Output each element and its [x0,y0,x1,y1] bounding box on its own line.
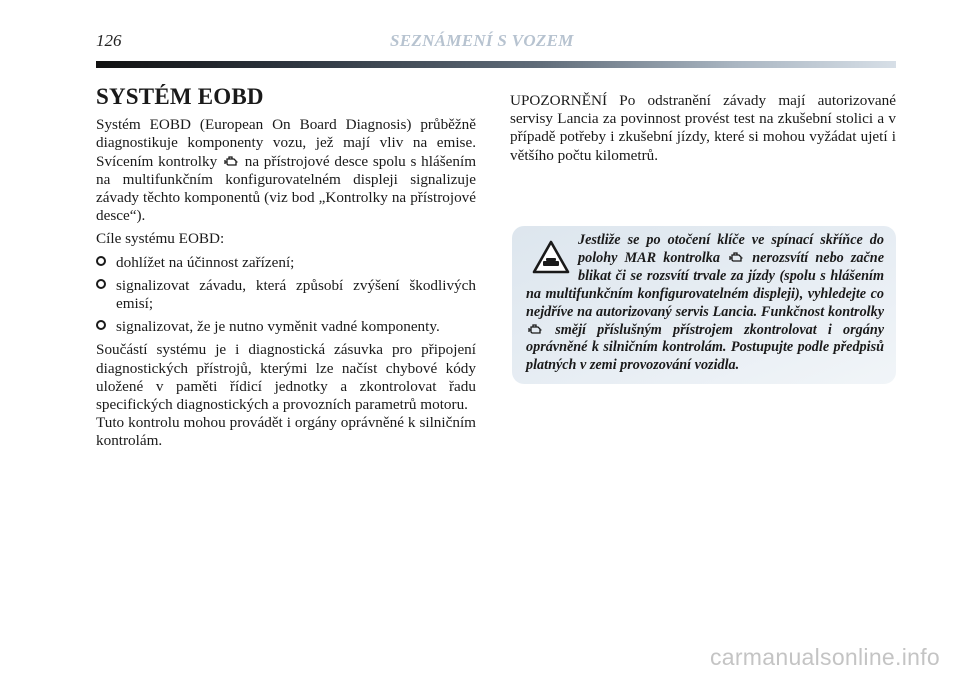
warning-text [526,232,884,375]
engine-check-icon [729,252,743,263]
list-item [96,254,476,272]
warning-triangle-icon [532,240,570,274]
goals-label: Cíle systému EOBD: [96,230,225,248]
section-heading: SYSTÉM EOBD [96,84,264,109]
engine-check-icon [224,156,238,167]
page-number: 126 [96,31,122,50]
watermark: carmanualsonline.info [709,644,940,670]
notice-paragraph: UPOZORNĚNÍ Po odstranění závady mají autorizované servisy Lancia za povinnost provést test na zkušební stolici a v případě potřeby i zkušební jízdy, které si mohou vyžádat ujetí i většího počtu kilometrů. [510,92,896,164]
engine-check-icon [528,324,542,335]
list-item [96,277,476,313]
section-title: SEZNÁMENÍ S VOZEM [390,31,574,50]
header-rule [96,61,896,68]
warning-text-b: nerozsvítí nebo začne blikat či se rozsvítí trvale za jízdy (spolu s hlášením na multifunkčním konfigurovatelném displeji), vyhledejte co nejdříve na autorizovaný servis Lancia. Funkčnost kontrolky [526,249,884,320]
bullet-icon [96,320,106,330]
list-item [96,318,476,336]
check-paragraph: Tuto kontrolu mohou provádět i orgány oprávněné k silničním kontrolám. [96,414,476,450]
warning-text-c: smějí příslušným přístrojem zkontrolovat i orgány oprávněné k silničním kontrolám. Postupujte podle předpisů platných v zemi provozování vozidla. [526,321,885,374]
intro-text-a: Systém EOBD (European On Board Diagnosis) průběžně diagnostikuje komponenty vozu, jež mají vliv na emise. Svícením kontrolky [96,116,476,170]
bullet-icon [96,279,106,289]
goals-list [96,254,476,337]
intro-paragraph [96,116,476,225]
list-item-text: dohlížet na účinnost zařízení; [116,253,295,271]
warning-text-a: Jestliže se po otočení klíče ve spínací skříňce do polohy MAR kontrolka [578,232,884,266]
warning-box [512,226,896,384]
list-item-text: signalizovat závadu, která způsobí zvýšení škodlivých emisí; [116,276,476,313]
socket-paragraph: Součástí systému je i diagnostická zásuvka pro připojení diagnostických přístrojů, kterými lze načíst chybové kódy uložené v paměti řídicí jednotky a zkontrolovat řadu specifických diagnostických a provozních parametrů motoru. [96,341,476,414]
right-column [510,92,896,170]
intro-text-b: na přístrojové desce spolu s hlášením na multifunkčním konfigurovatelném displeji signalizuje závady těchto komponentů (viz bod „Kontrolky na přístrojové desce“). [96,152,477,225]
list-item-text: signalizovat, že je nutno vyměnit vadné komponenty. [116,318,440,336]
left-column [96,84,477,456]
bullet-icon [96,256,106,266]
